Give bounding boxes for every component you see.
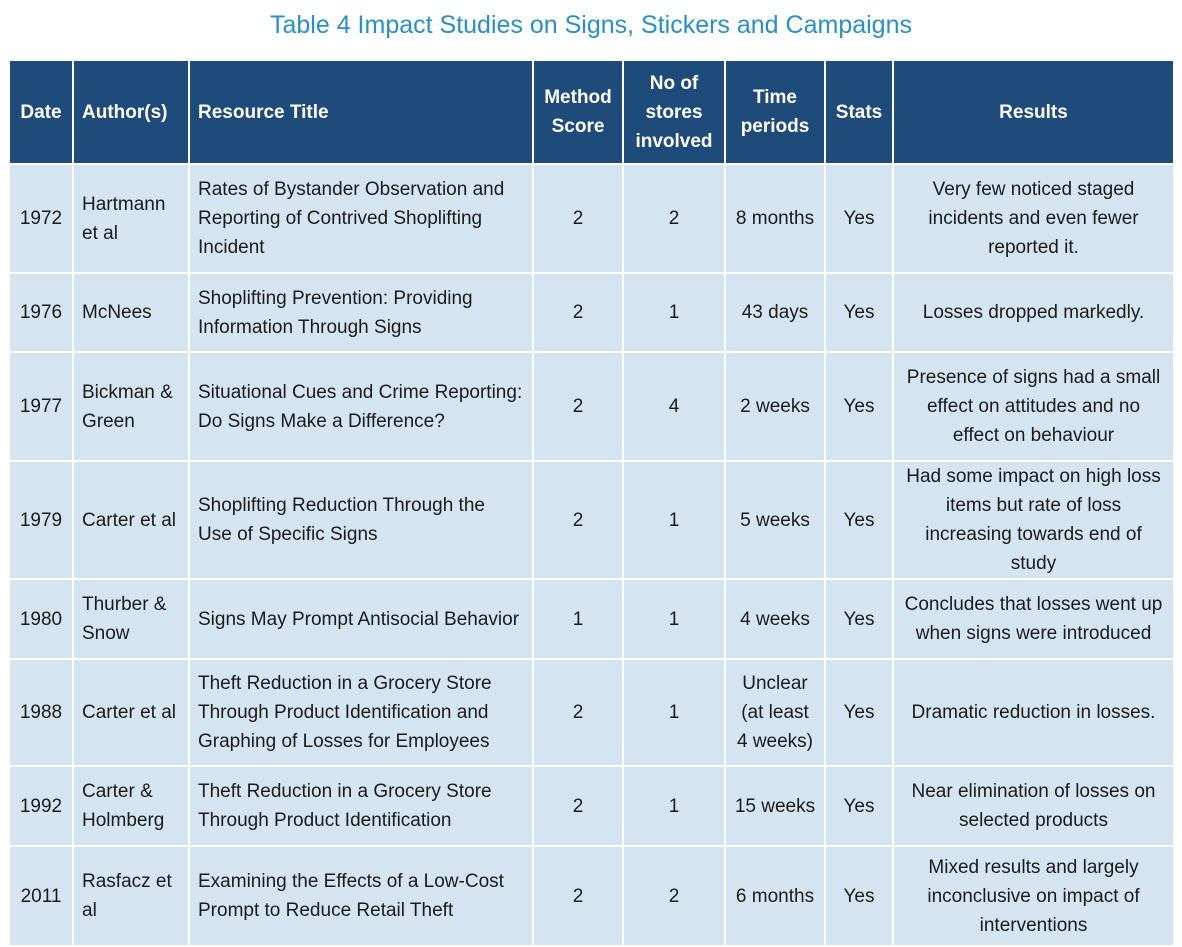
cell-date: 1988: [9, 659, 73, 766]
cell-title: Signs May Prompt Antisocial Behavior: [189, 579, 533, 659]
header-resource-title: Resource Title: [189, 60, 533, 164]
cell-method: 2: [533, 352, 623, 461]
cell-method: 2: [533, 766, 623, 846]
cell-results: Presence of signs had a small effect on attitudes and no effect on behaviour: [893, 352, 1174, 461]
cell-method: 2: [533, 461, 623, 579]
cell-stores: 2: [623, 846, 725, 946]
cell-stats: Yes: [825, 164, 893, 273]
table-row: [9, 461, 1174, 579]
cell-method: 2: [533, 846, 623, 946]
cell-results: Concludes that losses went up when signs were introduced: [893, 579, 1174, 659]
table-row: [9, 659, 1174, 766]
cell-title: Theft Reduction in a Grocery Store Through Product Identification: [189, 766, 533, 846]
cell-stores: 1: [623, 579, 725, 659]
header-date: Date: [9, 60, 73, 164]
table-row: [9, 273, 1174, 352]
cell-stats: Yes: [825, 766, 893, 846]
cell-time: 5 weeks: [725, 461, 825, 579]
cell-results: Mixed results and largely inconclusive on impact of interventions: [893, 846, 1174, 946]
cell-stores: 1: [623, 766, 725, 846]
cell-authors: McNees: [73, 273, 189, 352]
cell-time: 6 months: [725, 846, 825, 946]
header-method-score: Method Score: [533, 60, 623, 164]
cell-results: Losses dropped markedly.: [893, 273, 1174, 352]
impact-studies-table: [8, 59, 1175, 947]
cell-stores: 4: [623, 352, 725, 461]
cell-authors: Carter et al: [73, 659, 189, 766]
cell-results: Dramatic reduction in losses.: [893, 659, 1174, 766]
cell-authors: Carter & Holmberg: [73, 766, 189, 846]
cell-title: Theft Reduction in a Grocery Store Through Product Identification and Graphing of Losses for Employees: [189, 659, 533, 766]
cell-authors: Carter et al: [73, 461, 189, 579]
cell-time: 43 days: [725, 273, 825, 352]
cell-time: Unclear (at least 4 weeks): [725, 659, 825, 766]
table-row: [9, 846, 1174, 946]
cell-method: 1: [533, 579, 623, 659]
table-title: Table 4 Impact Studies on Signs, Stickers and Campaigns: [269, 11, 912, 39]
header-time-periods: Time periods: [725, 60, 825, 164]
cell-authors: Hartmann et al: [73, 164, 189, 273]
cell-stores: 2: [623, 164, 725, 273]
table-row: [9, 579, 1174, 659]
cell-date: 1977: [9, 352, 73, 461]
cell-stats: Yes: [825, 659, 893, 766]
cell-date: 1992: [9, 766, 73, 846]
cell-stores: 1: [623, 659, 725, 766]
cell-method: 2: [533, 659, 623, 766]
cell-date: 1979: [9, 461, 73, 579]
cell-results: Near elimination of losses on selected products: [893, 766, 1174, 846]
cell-title: Shoplifting Reduction Through the Use of Specific Signs: [189, 461, 533, 579]
cell-title: Examining the Effects of a Low-Cost Prompt to Reduce Retail Theft: [189, 846, 533, 946]
cell-stats: Yes: [825, 352, 893, 461]
table-row: [9, 164, 1174, 273]
header-authors: Author(s): [73, 60, 189, 164]
cell-date: 1976: [9, 273, 73, 352]
cell-results: Very few noticed staged incidents and even fewer reported it.: [893, 164, 1174, 273]
header-results: Results: [893, 60, 1174, 164]
cell-time: 15 weeks: [725, 766, 825, 846]
cell-results: Had some impact on high loss items but rate of loss increasing towards end of study: [893, 461, 1174, 579]
cell-authors: Rasfacz et al: [73, 846, 189, 946]
cell-authors: Bickman & Green: [73, 352, 189, 461]
cell-stats: Yes: [825, 461, 893, 579]
cell-stats: Yes: [825, 579, 893, 659]
cell-stores: 1: [623, 461, 725, 579]
cell-authors: Thurber & Snow: [73, 579, 189, 659]
header-stats: Stats: [825, 60, 893, 164]
cell-method: 2: [533, 273, 623, 352]
cell-title: Situational Cues and Crime Reporting: Do Signs Make a Difference?: [189, 352, 533, 461]
cell-time: 2 weeks: [725, 352, 825, 461]
cell-date: 2011: [9, 846, 73, 946]
cell-time: 8 months: [725, 164, 825, 273]
cell-title: Shoplifting Prevention: Providing Information Through Signs: [189, 273, 533, 352]
header-row: [9, 60, 1174, 164]
cell-time: 4 weeks: [725, 579, 825, 659]
cell-date: 1980: [9, 579, 73, 659]
cell-date: 1972: [9, 164, 73, 273]
cell-method: 2: [533, 164, 623, 273]
table-row: [9, 352, 1174, 461]
header-stores: No of stores involved: [623, 60, 725, 164]
cell-stats: Yes: [825, 273, 893, 352]
table-row: [9, 766, 1174, 846]
cell-stores: 1: [623, 273, 725, 352]
cell-stats: Yes: [825, 846, 893, 946]
cell-title: Rates of Bystander Observation and Reporting of Contrived Shoplifting Incident: [189, 164, 533, 273]
